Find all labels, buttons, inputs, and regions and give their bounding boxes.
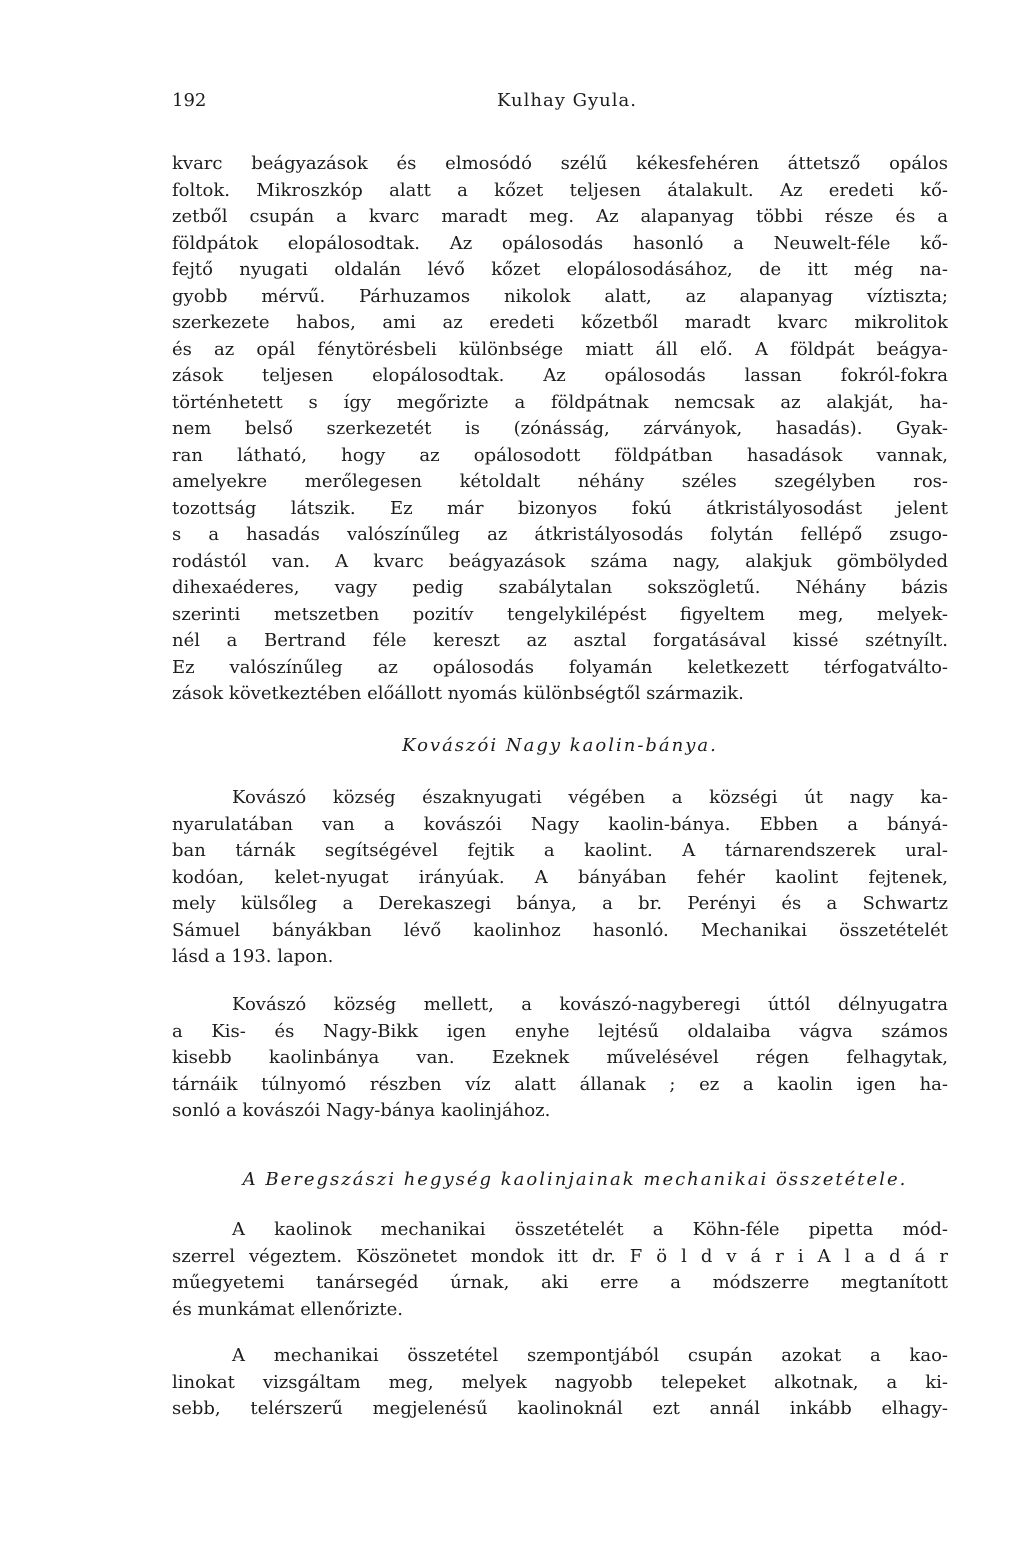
paragraph [172, 785, 948, 971]
text-line: történhetett s így megőrizte a földpátnak nemcsak az alakját, ha- [172, 391, 948, 413]
text-line: kvarc beágyazások és elmosódó szélű kékesfehéren áttetsző opálos [172, 153, 948, 174]
text-line: szerkezete habos, ami az eredeti kőzetből maradt kvarc mikrolitok [172, 312, 948, 333]
text-line: Kovászó község mellett, a kovászó-nagyberegi úttól délnyugatra [232, 994, 948, 1015]
text-line: nyarulatában van a kovászói Nagy kaolin-bánya. Ebben a bányá- [172, 813, 948, 835]
text-line: földpátok elopálosodtak. Az opálosodás hasonló a Neuwelt-féle kő- [172, 232, 948, 254]
text-line: szerinti metszetben pozitív tengelykilépést figyeltem meg, melyek- [172, 603, 948, 625]
text-line: ban tárnák segítségével fejtik a kaolint. A tárnarendszerek ural- [172, 840, 948, 861]
text-line: zások teljesen elopálosodtak. Az opálosodás lassan fokról-fokra [172, 365, 948, 386]
page-number: 192 [172, 90, 207, 111]
text-line: műegyetemi tanársegéd úrnak, aki erre a módszerre megtanított [172, 1272, 948, 1293]
text-line: Ez valószínűleg az opálosodás folyamán keletkezett térfogatválto- [172, 656, 948, 678]
running-title: Kulhay Gyula. [497, 90, 637, 111]
section-heading: Kovászói Nagy kaolin-bánya. [402, 735, 718, 756]
text-line: nem belső szerkezetét is (zónásság, zárványok, hasadás). Gyak- [172, 418, 948, 439]
text-line: Sámuel bányákban lévő kaolinhoz hasonló. Mechanikai összetételét [172, 919, 948, 941]
text-line: zások következtében előállott nyomás különbségtől származik. [172, 683, 744, 704]
text-line: zetből csupán a kvarc maradt meg. Az alapanyag többi része és a [172, 206, 948, 227]
text-line: sonló a kovászói Nagy-bánya kaolinjához. [172, 1100, 551, 1121]
text-line: a Kis- és Nagy-Bikk igen enyhe lejtésű oldalaiba vágva számos [172, 1020, 948, 1042]
text-line: rodástól van. A kvarc beágyazások száma nagy, alakjuk gömbölyded [172, 550, 948, 572]
text-line: fejtő nyugati oldalán lévő kőzet elopálosodásához, de itt még na- [172, 259, 948, 280]
text-line: tozottság látszik. Ez már bizonyos fokú átkristályosodást jelent [172, 497, 948, 519]
text-line: foltok. Mikroszkóp alatt a kőzet teljesen átalakult. Az eredeti kő- [172, 179, 948, 201]
text-line: szerrel végeztem. Köszönetet mondok itt dr. F ö l d v á r i A l a d á r [172, 1245, 948, 1267]
text-line: kodóan, kelet-nyugat irányúak. A bányában fehér kaolint fejtenek, [172, 866, 948, 888]
text-line: amelyekre merőlegesen kétoldalt néhány széles szegélyben ros- [172, 471, 948, 492]
text-line: gyobb mérvű. Párhuzamos nikolok alatt, az alapanyag víztiszta; [172, 285, 948, 307]
text-line: dihexaéderes, vagy pedig szabálytalan sokszögletű. Néhány bázis [172, 577, 948, 598]
text-line: és munkámat ellenőrizte. [172, 1298, 403, 1320]
paragraph [172, 1217, 948, 1323]
paragraph [172, 151, 948, 708]
text-line: és az opál fénytörésbeli különbsége miatt áll elő. A földpát beágya- [172, 338, 948, 360]
text-line: nél a Bertrand féle kereszt az asztal forgatásával kissé szétnyílt. [172, 630, 948, 651]
text-line: sebb, telérszerű megjelenésű kaolinoknál ezt annál inkább elhagy- [172, 1398, 948, 1419]
text-line: ran látható, hogy az opálosodott földpátban hasadások vannak, [172, 444, 948, 466]
text-line: lásd a 193. lapon. [172, 946, 334, 967]
text-line: A mechanikai összetétel szempontjából csupán azokat a kao- [232, 1345, 948, 1366]
section-heading: A Beregszászi hegység kaolinjainak mechanikai összetétele. [242, 1169, 908, 1190]
paragraph [172, 1343, 948, 1423]
text-line: A kaolinok mechanikai összetételét a Köhn-féle pipetta mód- [232, 1219, 948, 1240]
text-line: kisebb kaolinbánya van. Ezeknek művelésével régen felhagytak, [172, 1047, 948, 1068]
text-line: linokat vizsgáltam meg, melyek nagyobb telepeket alkotnak, a ki- [172, 1371, 948, 1393]
text-line: tárnáik túlnyomó részben víz alatt állanak ; ez a kaolin igen ha- [172, 1073, 948, 1095]
paragraph [172, 992, 948, 1125]
text-line: Kovászó község északnyugati végében a községi út nagy ka- [232, 787, 948, 808]
text-line: s a hasadás valószínűleg az átkristályosodás folytán fellépő zsugo- [172, 524, 948, 545]
text-line: mely külsőleg a Derekaszegi bánya, a br. Perényi és a Schwartz [172, 893, 948, 914]
